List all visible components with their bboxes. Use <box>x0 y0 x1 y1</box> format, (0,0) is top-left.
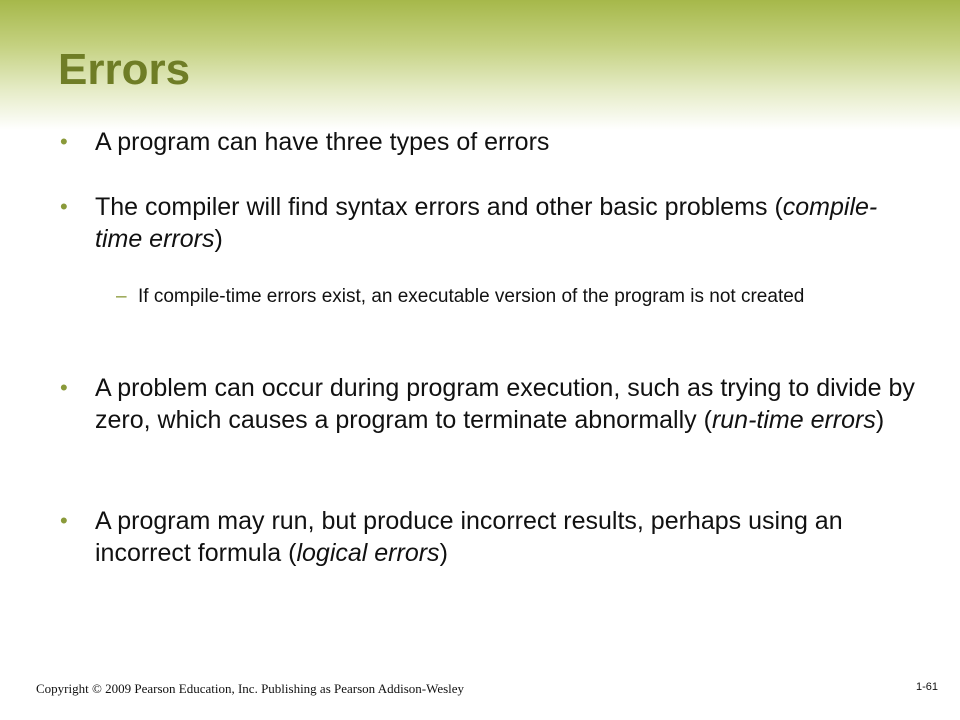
sub-bullet-dash-icon: – <box>116 286 127 307</box>
bullet-dot-icon: • <box>60 375 68 400</box>
bullet-dot-icon: • <box>60 508 68 533</box>
bullet-text: The compiler will find syntax errors and other basic problems (compile-time errors) <box>95 193 878 253</box>
slide-title: Errors <box>58 45 191 94</box>
page-number: 1-61 <box>915 681 938 693</box>
copyright-footer: Copyright © 2009 Pearson Education, Inc. Publishing as Pearson Addison-Wesley <box>36 681 465 696</box>
bullet-text: A program can have three types of errors <box>95 128 550 156</box>
sub-bullet-text: If compile-time errors exist, an executable version of the program is not created <box>138 286 805 307</box>
bullet-dot-icon: • <box>60 129 68 154</box>
bullet-text: A program may run, but produce incorrect results, perhaps using an incorrect formula (logical errors) <box>95 507 843 567</box>
bullet-text: A problem can occur during program execution, such as trying to divide by zero, which causes a program to terminate abnormally (run-time errors) <box>95 374 915 434</box>
bullet-dot-icon: • <box>60 194 68 219</box>
